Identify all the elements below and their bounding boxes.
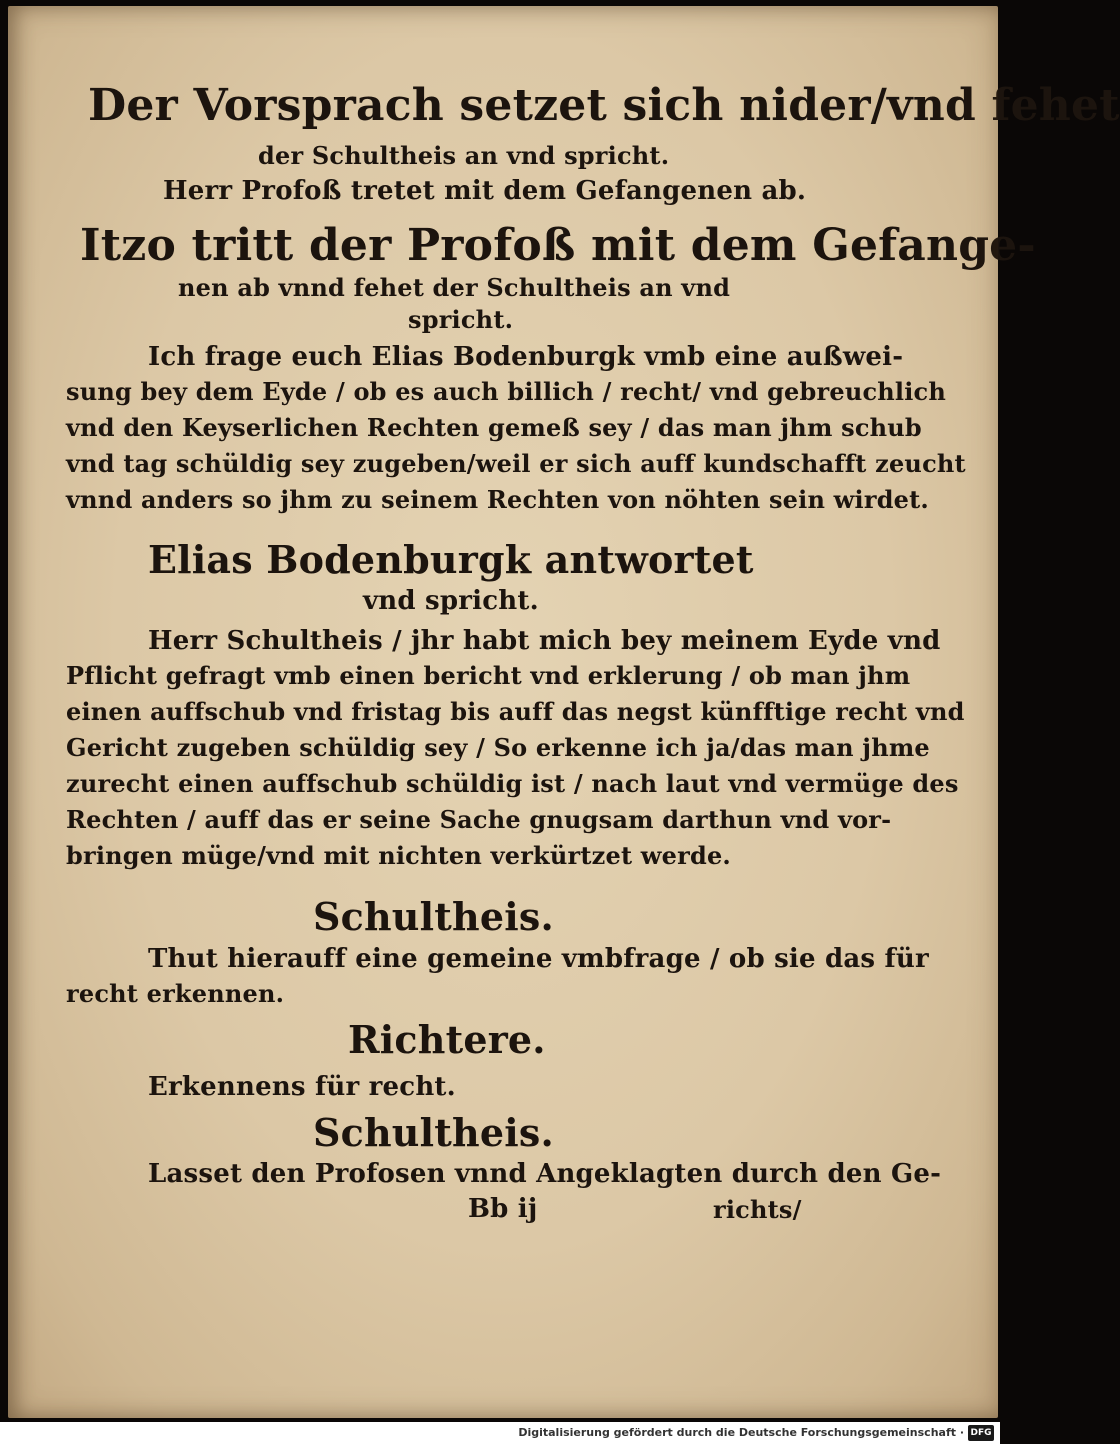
funding-notice: Digitalisierung gefördert durch die Deutsche Forschungsgemeinschaft · [518,1426,964,1439]
heading-elias: Elias Bodenburgk antwortet [148,537,754,582]
paragraph-1-line-4: vnd tag schüldig sey zugeben/weil er sich auff kundschafft zeucht [66,449,966,478]
heading-line-1: Der Vorsprach setzet sich nider/vnd fehet [88,80,1120,131]
heading-line-5: spricht. [408,305,514,334]
paragraph-2-line-6: Rechten / auff das er seine Sache gnugsam darthun vnd vor- [66,805,892,834]
paragraph-3-line-1: Thut hierauff eine gemeine vmbfrage / ob sie das für [148,944,929,974]
stage-direction: Herr Profoß tretet mit dem Gefangenen ab. [163,176,807,206]
paragraph-5-line-1: Lasset den Profosen vnnd Angeklagten durch den Ge- [148,1159,942,1189]
heading-line-4: nen ab vnnd fehet der Schultheis an vnd [178,273,731,302]
heading-elias-line-2: vnd spricht. [363,586,539,616]
heading-richtere: Richtere. [348,1017,546,1062]
catchword: richts/ [713,1195,802,1224]
heading-schultheis-1: Schultheis. [313,894,554,939]
footer-bar [0,1422,1000,1444]
paragraph-2-line-1: Herr Schultheis / jhr habt mich bey meinem Eyde vnd [148,626,941,656]
heading-schultheis-2: Schultheis. [313,1110,554,1155]
paragraph-1-line-3: vnd den Keyserlichen Rechten gemeß sey / das man jhm schub [66,413,922,442]
dfg-logo-icon: DFG [968,1425,994,1441]
page-text [8,6,1120,1418]
heading-line-2: der Schultheis an vnd spricht. [258,141,670,170]
paragraph-2-line-3: einen auffschub vnd fristag bis auff das negst künfftige recht vnd [66,697,965,726]
paragraph-1-line-5: vnnd anders so jhm zu seinem Rechten von nöhten sein wirdet. [66,485,929,514]
paragraph-2-line-7: bringen müge/vnd mit nichten verkürtzet werde. [66,841,731,870]
book-page [8,6,1120,1418]
paragraph-1-line-1: Ich frage euch Elias Bodenburgk vmb eine außwei- [148,342,904,372]
paragraph-1-line-2: sung bey dem Eyde / ob es auch billich / recht/ vnd gebreuchlich [66,377,947,406]
paragraph-2-line-2: Pflicht gefragt vmb einen bericht vnd erklerung / ob man jhm [66,661,911,690]
paragraph-2-line-5: zurecht einen auffschub schüldig ist / nach laut vnd vermüge des [66,769,959,798]
paragraph-2-line-4: Gericht zugeben schüldig sey / So erkenne ich ja/das man jhme [66,733,930,762]
paragraph-3-line-2: recht erkennen. [66,979,285,1008]
heading-line-3: Itzo tritt der Profoß mit dem Gefange- [80,220,1036,271]
paragraph-4-line-1: Erkennens für recht. [148,1072,456,1102]
signature-mark: Bb ij [468,1194,538,1224]
